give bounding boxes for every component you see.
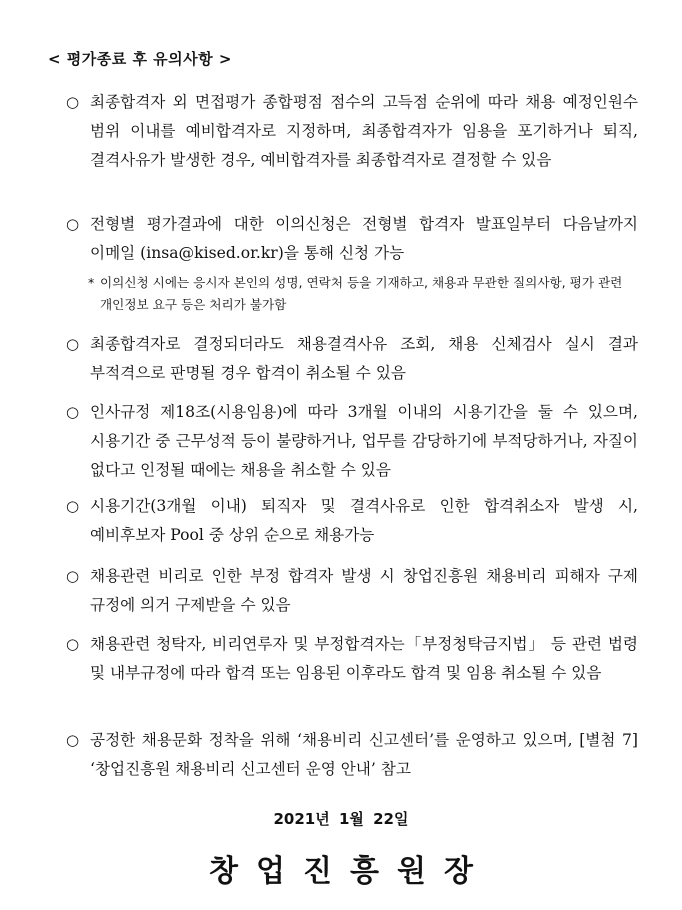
appeal-note — [88, 272, 638, 316]
notice-item-8 — [66, 726, 638, 784]
bullet-circle-icon: ○ — [66, 635, 80, 653]
notice-item-text: 채용관련 비리로 인한 부정 합격자 발생 시 창업진흥원 채용비리 피해자 구제 규정에 의거 구제받을 수 있음 — [90, 567, 638, 614]
notice-item-text: 시용기간(3개월 이내) 퇴직자 및 결격사유로 인한 합격취소자 발생 시, 예비후보자 Pool 중 상위 순으로 채용가능 — [90, 497, 638, 544]
notice-item-3 — [66, 330, 638, 388]
notice-item-4 — [66, 398, 638, 485]
bullet-circle-icon: ○ — [66, 215, 80, 233]
issuer-signature: 창업진흥원장 — [209, 854, 491, 889]
bullet-circle-icon: ○ — [66, 567, 80, 585]
notice-item-text: 채용관련 청탁자, 비리연루자 및 부정합격자는「부정청탁금지법」 등 관련 법령 및 내부규정에 따라 합격 또는 임용된 이후라도 합격 및 임용 취소될 수 있음 — [90, 635, 638, 682]
notice-item-6 — [66, 562, 638, 620]
issue-date: 2021년 1월 22일 — [273, 810, 409, 828]
notice-item-text: 공정한 채용문화 정착을 위해 ‘채용비리 신고센터’를 운영하고 있으며, [별첨 7] ‘창업진흥원 채용비리 신고센터 운영 안내’ 참고 — [90, 731, 638, 778]
section-title: < 평가종료 후 유의사항 > — [48, 50, 232, 68]
bullet-circle-icon: ○ — [66, 403, 80, 421]
bullet-circle-icon: ○ — [66, 731, 80, 749]
notice-item-text: 전형별 평가결과에 대한 이의신청은 전형별 합격자 발표일부터 다음날까지 이메일 (insa@kised.or.kr)을 통해 신청 가능 — [90, 215, 638, 262]
notice-item-1 — [66, 88, 638, 175]
notice-item-text: 최종합격자로 결정되더라도 채용결격사유 조회, 채용 신체검사 실시 결과 부적격으로 판명될 경우 합격이 취소될 수 있음 — [90, 335, 638, 382]
bullet-circle-icon: ○ — [66, 497, 80, 515]
notice-item-text: 최종합격자 외 면접평가 종합평점 점수의 고득점 순위에 따라 채용 예정인원수 범위 이내를 예비합격자로 지정하며, 최종합격자가 임용을 포기하거나 퇴직, 결격사유가 발생한 경우, 예비합격자를 최종합격자로 결정할 수 있음 — [90, 93, 638, 169]
bullet-circle-icon: ○ — [66, 335, 80, 353]
notice-item-5 — [66, 492, 638, 550]
notice-item-text: 인사규정 제18조(시용임용)에 따라 3개월 이내의 시용기간을 둘 수 있으며, 시용기간 중 근무성적 등이 불량하거나, 업무를 감당하기에 부적당하거나, 자질이 없다고 인정될 때에는 채용을 취소할 수 있음 — [90, 403, 638, 479]
asterisk-icon: * — [88, 275, 95, 290]
notice-item-7 — [66, 630, 638, 688]
bullet-circle-icon: ○ — [66, 93, 80, 111]
notice-item-2 — [66, 210, 638, 268]
appeal-note-text: 이의신청 시에는 응시자 본인의 성명, 연락처 등을 기재하고, 채용과 무관한 질의사항, 평가 관련 개인정보 요구 등은 처리가 불가함 — [100, 275, 623, 312]
